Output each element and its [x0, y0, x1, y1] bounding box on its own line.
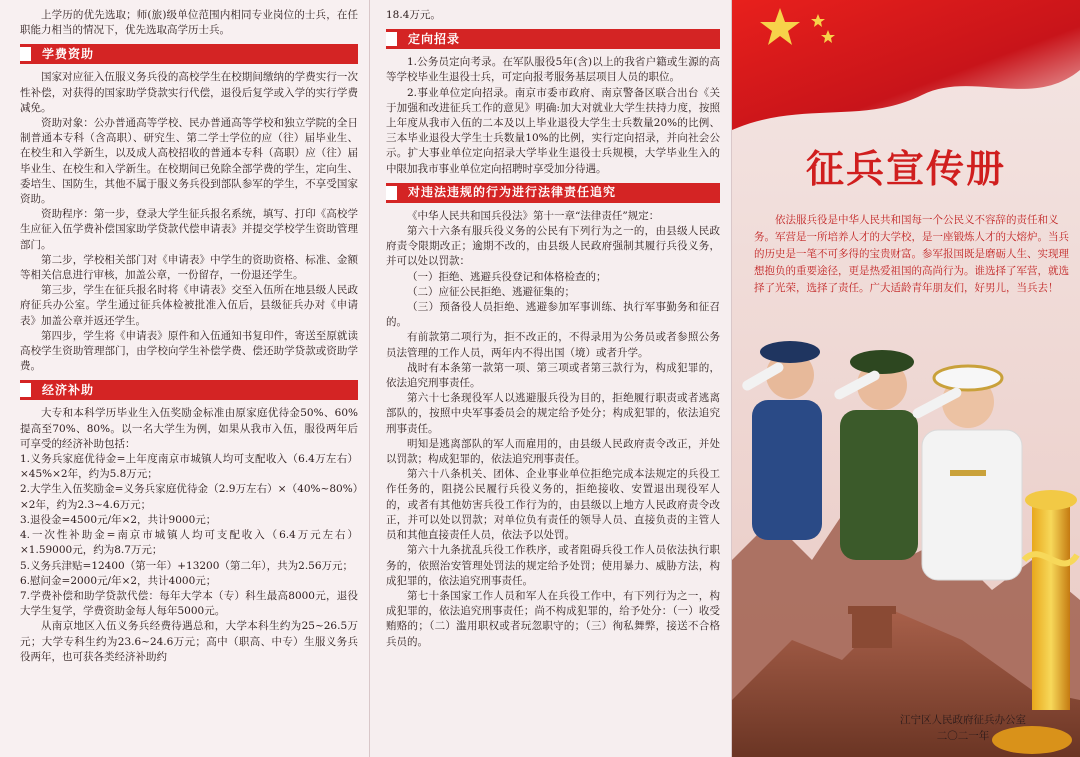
panel-middle — [370, 0, 732, 757]
paragraph: 第四步，学生将《申请表》原件和入伍通知书复印件，寄送至原就读高校学生资助管理部门，由学校向学生补偿学费、偿还助学贷款或资助学费。 — [20, 329, 358, 373]
issuer-name: 江宁区人民政府征兵办公室 — [900, 714, 1026, 726]
list-item: 1.义务兵家庭优待金=上年度南京市城镇人均可支配收入（6.4万左右）×45%×2年，约为5.8万元； — [20, 453, 358, 481]
carryover-paragraph: 上学历的优先选取；师(旅)级单位范围内相同专业岗位的士兵，在任职能力相当的情况下，优先选取高学历士兵。 — [20, 9, 358, 37]
section-header-tuition — [20, 44, 358, 64]
list-item: （一）拒绝、逃避兵役登记和体格检查的； — [407, 270, 607, 283]
paragraph: 从南京地区入伍义务兵经费待遇总和，大学本科生约为25~26.5万元；大学专科生约为23.6~24.6万元；高中（职高、中专）生服义务兵役两年，也可获各类经济补助约 — [20, 620, 358, 663]
paragraph: 第六十九条扰乱兵役工作秩序，或者阻碍兵役工作人员依法执行职务的，依照治安管理处罚法的规定给予处罚；使用暴力、威胁方法，构成犯罪的，依法追究刑事责任。 — [386, 544, 720, 587]
paragraph: 大专和本科学历毕业生入伍奖励金标准由原家庭优待金50%、60%提高至70%、80%。以一名大学生为例，如果从我市入伍，服役两年后可享受的经济补助包括： — [20, 407, 358, 450]
header-marker — [20, 44, 34, 64]
section-title: 学费资助 — [42, 46, 95, 61]
header-marker — [20, 380, 34, 400]
section-body-tuition — [20, 70, 358, 374]
section-title: 经济补助 — [42, 382, 95, 397]
paragraph: 《中华人民共和国兵役法》第十一章“法律责任”规定： — [407, 209, 660, 222]
paragraph: 1.公务员定向考录。在军队服役5年(含)以上的我省户籍或生源的高等学校毕业生退役士兵，可定向报考服务基层项目人员的职位。 — [386, 56, 720, 84]
panel-middle-content — [386, 8, 720, 650]
paragraph: 国家对应征入伍服义务兵役的高校学生在校期间缴纳的学费实行一次性补偿，对获得的国家助学贷款实行代偿，退役后复学或入学的实行学费减免。 — [20, 71, 358, 114]
cover-artwork — [732, 0, 1080, 757]
cover-title: 征兵宣传册 — [805, 146, 1006, 191]
list-item: 4.一次性补助金=南京市城镇人均可支配收入（6.4万元左右）×1.59000元，约为8.7万元； — [20, 529, 358, 557]
list-item: （二）应征公民拒绝、逃避征集的； — [407, 285, 575, 298]
paragraph: 第三步，学生在征兵报名时将《申请表》交至入伍所在地县级人民政府征兵办公室。学生通过征兵体检被批准入伍后，县级征兵办对《申请表》加盖公章并返还学生。 — [20, 284, 358, 327]
issue-year: 二〇二一年 — [936, 730, 990, 742]
cover-intro-text: 依法服兵役是中华人民共和国每一个公民义不容辞的责任和义务。军营是一所培养人才的大学校，是一座锻炼人才的大熔炉。当兵的历史是一笔不可多得的宝贵财富。参军报国既是磨砺人生、实现理想抱负的重要途径，更是热爱祖国的高尚行为。谁选择了军营，就选择了光荣，选择了责任。广大适龄青年朋友们，好男儿，当兵去！ — [754, 214, 1069, 294]
paragraph: 第六十六条有服兵役义务的公民有下列行为之一的，由县级人民政府责令限期改正；逾期不改的，由县级人民政府强制其履行兵役义务，并可以处以罚款： — [386, 225, 720, 268]
paragraph: 第二步，学校相关部门对《申请表》中学生的资助资格、标准、金额等相关信息进行审核，加盖公章，一份留存，一份退还学生。 — [20, 253, 358, 282]
list-item: 7.学费补偿和助学贷款代偿：每年大学本（专）科生最高8000元，退役大学生复学，学费资助金每人每年5000元。 — [20, 589, 358, 618]
paragraph: 有前款第二项行为，拒不改正的，不得录用为公务员或者参照公务员法管理的工作人员，两年内不得出国（境）或者升学。 — [386, 331, 720, 359]
paragraph: 第六十八条机关、团体、企业事业单位拒绝完成本法规定的兵役工作任务的，阻挠公民履行兵役义务的，拒绝接收、安置退出现役军人的，或者有其他妨害兵役工作行为的，由县级以上地方人民政府责令改正，并可以处以罚款；对单位负有责任的领导人员、直接负责的主管人员和其他直接责任人员，依法予以处罚。 — [386, 468, 720, 542]
list-item: 3.退役金=4500元/年×2，共计9000元； — [20, 513, 217, 526]
section-header-subsidy — [20, 380, 358, 400]
list-item: 2.大学生入伍奖励金=义务兵家庭优待金（2.9万左右）×（40%~80%）×2年，约为2.3~4.6万元； — [20, 483, 358, 511]
panel-cover — [732, 0, 1080, 757]
section-title: 对违法违规的行为进行法律责任追究 — [408, 185, 617, 200]
list-item: （三）预备役人员拒绝、逃避参加军事训练、执行军事勤务和征召的。 — [386, 301, 720, 329]
paragraph: 资助对象：公办普通高等学校、民办普通高等学校和独立学院的全日制普通本专科（含高职）、研究生、第二学士学位的应（往）届毕业生、在校生和入学新生，以及成人高校招收的普通本专科（高职）应（往）届毕业生、在校生和入学新生。在校期间已免除全部学费的学生，定向生、委培生、国防生，其他不属于服义务兵役到部队参军的学生，不享受国家资助。 — [20, 117, 358, 206]
carryover-paragraph: 18.4万元。 — [386, 9, 441, 21]
paragraph: 明知是逃离部队的军人而雇用的，由县级人民政府责令改正，并处以罚款；构成犯罪的，依法追究刑事责任。 — [386, 437, 720, 466]
section-body-legal-liability — [386, 209, 720, 650]
cover-footer — [900, 712, 1026, 744]
paragraph: 2.事业单位定向招录。南京市委市政府、南京警备区联合出台《关于加强和改进征兵工作的意见》明确:加大对就业大学生扶持力度，按照上年度从我市入伍的二本及以上毕业退役大学生士兵数量20%的比例、三本毕业退役大学生士兵数量10%的比例，实行定向招录，并向社会公示。扩大事业单位定向招录大学毕业生退役士兵规模，大学毕业生入的中限加我市事业单位定向招聘时享受加分待遇。 — [386, 86, 720, 175]
paragraph: 战时有本条第一款第一项、第三项或者第三款行为，构成犯罪的，依法追究刑事责任。 — [386, 361, 720, 390]
section-body-subsidy — [20, 406, 358, 664]
paragraph: 资助程序：第一步，登录大学生征兵报名系统，填写、打印《高校学生应征入伍学费补偿国家助学贷款代偿申请表》并提交学校学生资助管理部门。 — [20, 208, 358, 251]
list-item: 5.义务兵津贴=12400（第一年）+13200（第二年），共为2.56万元； — [20, 559, 354, 572]
list-item: 6.慰问金=2000元/年×2，共计4000元； — [20, 574, 217, 587]
paragraph: 第六十七条现役军人以逃避服兵役为目的，拒绝履行职责或者逃离部队的，按照中央军事委员会的规定给予处分；构成犯罪的，依法追究刑事责任。 — [386, 392, 720, 435]
section-body-targeted-recruitment — [386, 55, 720, 177]
panel-left — [0, 0, 370, 757]
section-header-legal-liability — [386, 183, 720, 203]
section-title: 定向招录 — [408, 31, 461, 46]
section-header-targeted-recruitment — [386, 29, 720, 49]
watchtower-icon — [848, 606, 896, 648]
header-marker — [386, 29, 400, 49]
paragraph: 第七十条国家工作人员和军人在兵役工作中，有下列行为之一，构成犯罪的，依法追究刑事责任；尚不构成犯罪的，给予处分：（一）收受贿赂的；（二）滥用职权或者玩忽职守的；（三）徇私舞弊，接送不合格兵员的。 — [386, 589, 720, 648]
panel-left-content — [20, 8, 358, 665]
header-marker — [386, 183, 400, 203]
